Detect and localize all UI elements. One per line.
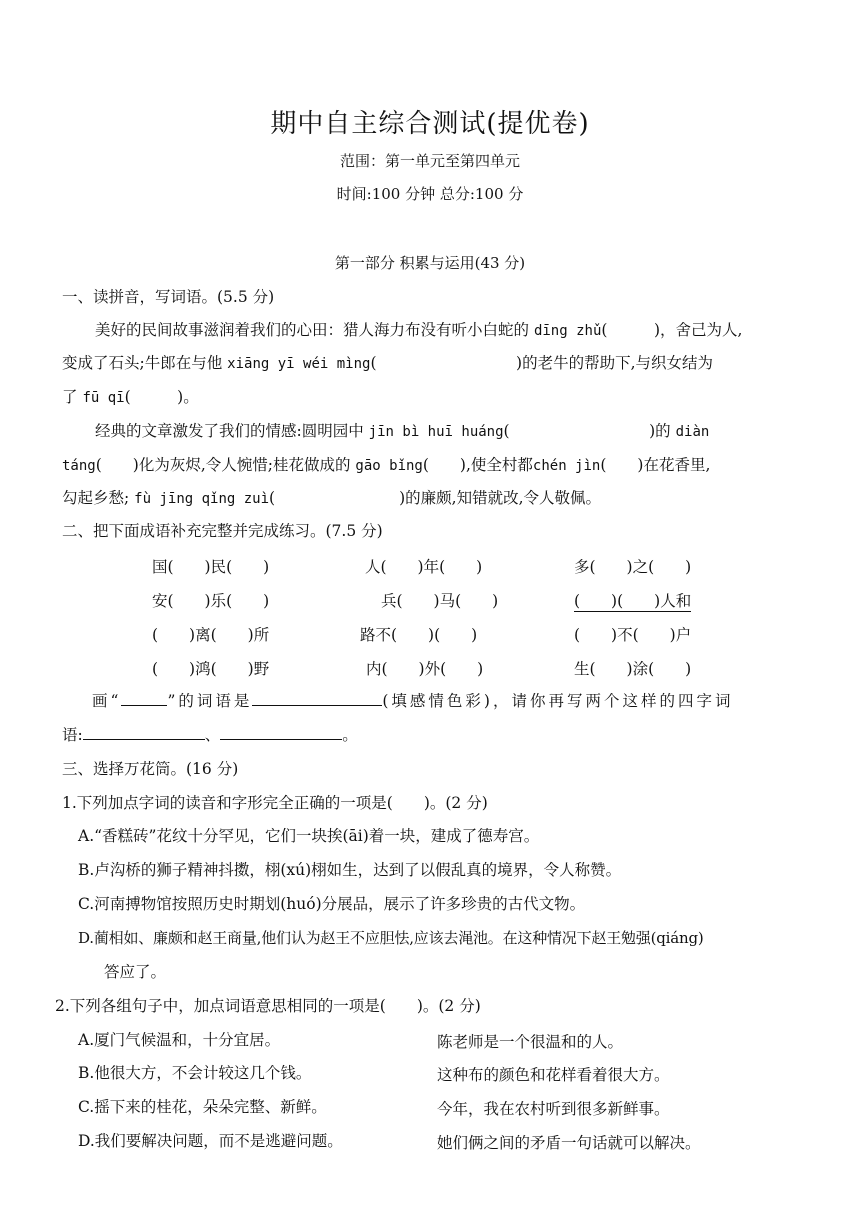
pinyin: gāo bǐng <box>355 458 423 474</box>
pinyin: fū qī <box>82 390 125 406</box>
q3-2-option-d-right: 她们俩之间的矛盾一句话就可以解决。 <box>437 1134 701 1152</box>
pinyin: jīn bì huī huáng <box>368 424 504 440</box>
q3-1-option-d-cont: 答应了。 <box>104 963 167 981</box>
pinyin: diàn <box>675 424 710 440</box>
answer-blank[interactable]: ( ) <box>600 456 644 474</box>
answer-line[interactable] <box>220 725 342 740</box>
answer-line[interactable] <box>252 691 382 706</box>
q1-text: ，舍己为人, <box>660 321 743 339</box>
q1-text: 的廉颇,知错就改,令人敬佩。 <box>405 489 601 507</box>
q3-1-option-a[interactable]: A.“香糕砖”花纹十分罕见，它们一块挨(āi)着一块，建成了德寿宫。 <box>78 827 540 845</box>
idiom-item[interactable]: 国( )民( ) <box>152 558 270 576</box>
q3-2-option-a-left[interactable]: A.厦门气候温和，十分宜居。 <box>78 1031 281 1049</box>
idiom-item[interactable]: 兵( )马( ) <box>381 592 499 610</box>
idiom-item[interactable]: 生( )涂( ) <box>574 660 692 678</box>
idiom-item[interactable]: 多( )之( ) <box>574 558 692 576</box>
q1-text: 的 <box>655 422 671 440</box>
q3-heading: 三、选择万花筒。(16 分) <box>62 760 239 778</box>
q3-2-option-b-right: 这种布的颜色和花样看着很大方。 <box>437 1066 670 1084</box>
q1-text: 勾起乡愁; <box>62 489 130 507</box>
q2-heading: 二、把下面成语补充完整并完成练习。(7.5 分) <box>62 522 383 540</box>
idiom-item[interactable]: ( )鸿( )野 <box>152 660 270 678</box>
q3-2-option-a-right: 陈老师是一个很温和的人。 <box>437 1033 624 1051</box>
idiom-item[interactable]: 路不( )( ) <box>360 626 478 644</box>
q1-text: 经典的文章激发了我们的情感:圆明园中 <box>95 422 364 440</box>
q1-text: 美好的民间故事滋润着我们的心田：猎人海力布没有听小白蛇的 <box>95 321 530 339</box>
idiom-item[interactable]: ( )离( )所 <box>152 626 270 644</box>
q1-line-4 <box>95 421 709 442</box>
answer-blank[interactable]: ( ) <box>370 354 523 372</box>
q2-note-text: ”的词语是 <box>167 692 253 710</box>
q2-note-text: (填感情色彩)，请你再写两个这样的四字词 <box>382 692 734 710</box>
q1-text: 变成了石头;牛郎在与他 <box>62 354 223 372</box>
idiom-item[interactable]: 人( )年( ) <box>365 558 483 576</box>
q3-1-option-c[interactable]: C.河南搏物馆按照历史时期划(huó)分展品，展示了许多珍贵的古代文物。 <box>78 895 586 913</box>
pinyin: fù jīng qǐng zuì <box>134 491 270 507</box>
exam-time: 时间:100 分钟 总分:100 分 <box>336 185 524 203</box>
idiom-item[interactable]: ( )不( )户 <box>574 626 692 644</box>
answer-blank[interactable]: ( ) <box>601 321 660 339</box>
q3-2-option-b-left[interactable]: B.他很大方，不会计较这几个钱。 <box>78 1064 312 1082</box>
idiom-item[interactable]: 内( )外( ) <box>366 660 484 678</box>
underline-sample <box>121 691 167 706</box>
q2-note-text: 、 <box>204 726 221 744</box>
q1-line-5 <box>62 455 710 476</box>
q3-2-option-c-left[interactable]: C.摇下来的桂花，朵朵完整、新鲜。 <box>78 1098 327 1116</box>
q1-text: 在花香里, <box>643 456 711 474</box>
q1-text: ,使全村都 <box>465 456 533 474</box>
q3-1-stem: 1.下列加点字词的读音和字形完全正确的一项是( )。(2 分) <box>62 794 488 812</box>
q1-text: 的老牛的帮助下,与织女结为 <box>522 354 714 372</box>
pinyin: xiāng yī wéi mìng <box>227 356 371 372</box>
q2-note-line-1 <box>92 691 733 711</box>
q1-line-3 <box>62 387 199 408</box>
q1-text: 。 <box>183 388 199 406</box>
idiom-item[interactable]: 安( )乐( ) <box>152 592 270 610</box>
answer-blank[interactable]: ( ) <box>124 388 184 406</box>
q2-note-line-2 <box>62 725 358 745</box>
answer-line[interactable] <box>83 725 205 740</box>
q2-note-text: 语: <box>62 726 83 744</box>
q1-line-6 <box>62 488 601 509</box>
q1-text: 化为灰烬,令人惋惜;桂花做成的 <box>138 456 351 474</box>
answer-blank[interactable]: ( ) <box>503 422 656 440</box>
q2-note-text: 。 <box>342 726 358 744</box>
page-title: 期中自主综合测试(提优卷) <box>270 109 590 139</box>
q3-2-stem: 2.下列各组句子中，加点词语意思相同的一项是( )。(2 分) <box>55 997 481 1015</box>
answer-blank[interactable]: ( ) <box>269 489 406 507</box>
pinyin: dīng zhǔ <box>533 323 602 339</box>
q1-line-1 <box>95 320 742 341</box>
q3-1-option-b[interactable]: B.卢沟桥的狮子精神抖擞，栩(xú)栩如生，达到了以假乱真的境界，令人称赞。 <box>78 861 622 879</box>
part-heading: 第一部分 积累与运用(43 分) <box>334 254 526 272</box>
q3-2-option-c-right: 今年，我在农村听到很多新鲜事。 <box>437 1100 670 1118</box>
answer-blank[interactable]: ( ) <box>422 456 466 474</box>
q1-text: 了 <box>62 388 78 406</box>
q1-line-2 <box>62 353 713 374</box>
q3-2-option-d-left[interactable]: D.我们要解决问题，而不是逃避问题。 <box>78 1132 343 1150</box>
answer-blank[interactable]: ( ) <box>95 456 139 474</box>
q1-heading: 一、读拼音，写词语。(5.5 分) <box>62 288 275 306</box>
pinyin: táng <box>62 458 96 474</box>
pinyin: chén jìn <box>532 458 601 474</box>
q3-1-option-d[interactable]: D.蔺相如、廉颇和赵王商量,他们认为赵王不应胆怯,应该去渑池。在这种情况下赵王勉强(qiáng) <box>78 929 704 947</box>
q2-note-text: 画“ <box>92 692 122 710</box>
exam-scope: 范围：第一单元至第四单元 <box>339 152 520 170</box>
idiom-item-underlined[interactable]: ( )( )人和 <box>574 589 691 612</box>
